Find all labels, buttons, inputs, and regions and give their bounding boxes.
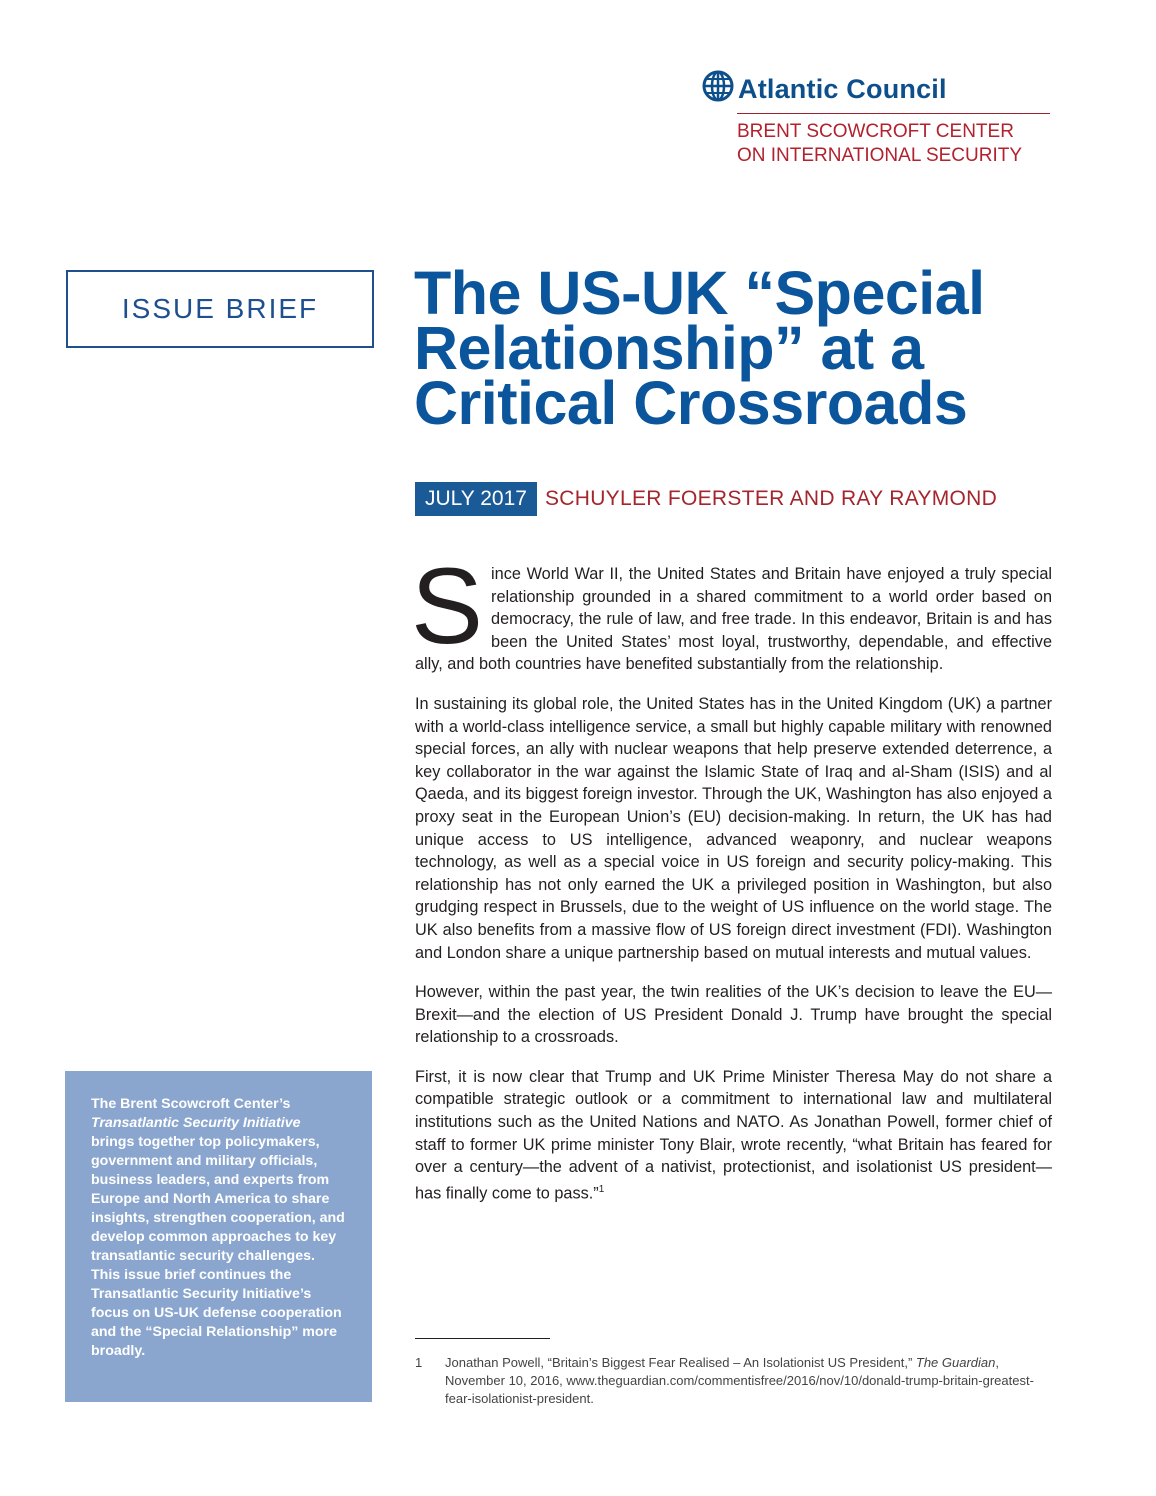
- issue-brief-text: ISSUE BRIEF: [121, 293, 319, 324]
- footnote-divider: [415, 1338, 550, 1339]
- title-line-2: Relationship” at a: [414, 314, 924, 382]
- footnote-body: [445, 1354, 1052, 1408]
- byline: [415, 482, 997, 516]
- globe-icon: [702, 70, 734, 102]
- footnote-number: 1: [415, 1355, 423, 1370]
- issue-brief-label: [66, 270, 374, 348]
- paragraph-1: [411, 545, 1052, 676]
- sidebar-intro: The Brent Scowcroft Center’s: [91, 1096, 291, 1112]
- center-name-line2: ON INTERNATIONAL SECURITY: [737, 145, 1023, 166]
- title-line-1: The US-UK “Special: [414, 259, 985, 327]
- paragraph-4: [415, 1066, 1052, 1205]
- atlantic-council-logo: [702, 66, 1050, 168]
- paragraph-3: However, within the past year, the twin realities of the UK’s decision to leave the EU—Brexit—and the election of US President Donald J. Trump have brought the special relationship to a crossroads.: [415, 983, 1052, 1047]
- footnote-publication: The Guardian: [915, 1355, 996, 1370]
- authors: SCHUYLER FOERSTER AND RAY RAYMOND: [544, 487, 998, 510]
- center-name: [737, 120, 1050, 168]
- sidebar-box: [65, 1071, 372, 1402]
- paragraph-2: In sustaining its global role, the United States has in the United Kingdom (UK) a partner with a world-class intelligence service, a small but highly capable military with renowned special forces, an ally with nuclear weapons that help preserve extended deterrence, a key collaborator in the war against the Islamic State of Iraq and al-Sham (ISIS) and al Qaeda, and its biggest foreign investor. Through the UK, Washington has also enjoyed a proxy seat in the European Union’s (EU) decision-making. In return, the UK has had unique access to US intelligence, advanced weaponry, and nuclear weapons technology, as well as a special voice in US foreign and security policy-making. This relationship has not only earned the UK a privileged position in Washington, but also grudging respect in Brussels, due to the weight of US influence on the world stage. The UK also benefits from a massive flow of US foreign direct investment (FDI). Washington and London share a unique partnership based on mutual interests and mutual values.: [415, 694, 1052, 962]
- page-title: [414, 259, 1134, 437]
- title-line-3: Critical Crossroads: [414, 369, 968, 437]
- footnote-ref[interactable]: 1: [598, 1183, 605, 1195]
- paragraph-1-text: ince World War II, the United States and Britain have enjoyed a truly special relationship grounded in a shared commitment to a world order based on democracy, the rule of law, and free trade. In this endeavor, Britain is and has been the United States’ most loyal, trustworthy, dependable, and effective ally, and both countries have benefited substantially from the relationship.: [415, 565, 1052, 674]
- footnote-text-b: , November 10, 2016, www.theguardian.com/commentisfree/2016/nov/10/donald-trump-britain-greatest-fear-isolationist-president.: [445, 1355, 1034, 1406]
- sidebar-text: [91, 1095, 346, 1361]
- article-body: [411, 545, 1052, 1222]
- footnote-text-a: Jonathan Powell, “Britain’s Biggest Fear Realised – An Isolationist US President,”: [445, 1355, 916, 1370]
- org-name: Atlantic Council: [738, 74, 947, 104]
- paragraph-4-text: First, it is now clear that Trump and UK Prime Minister Theresa May do not share a compatible strategic outlook or a commitment to international law and multilateral institutions such as the United Nations and NATO. As Jonathan Powell, former chief of staff to former UK prime minister Tony Blair, wrote recently, “what Britain has feared for over a century—the advent of a nativist, protectionist, and isolationist US president—has finally come to pass.”: [415, 1067, 1052, 1203]
- dropcap: S: [411, 545, 484, 666]
- sidebar-initiative: Transatlantic Security Initiative: [91, 1115, 301, 1131]
- footnote: [415, 1354, 1052, 1408]
- sidebar-body: brings together top policymakers, government and military officials, business leaders, and experts from Europe and North America to share insights, strengthen cooperation, and develop common approaches to key transatlantic security challenges. This issue brief continues the Transatlantic Security Initiative’s focus on US-UK defense cooperation and the “Special Relationship” more broadly.: [91, 1134, 345, 1359]
- logo-divider: [737, 113, 1050, 114]
- center-name-line1: BRENT SCOWCROFT CENTER: [737, 121, 1014, 142]
- date-badge: JULY 2017: [415, 482, 537, 516]
- logo-row: [702, 66, 1050, 105]
